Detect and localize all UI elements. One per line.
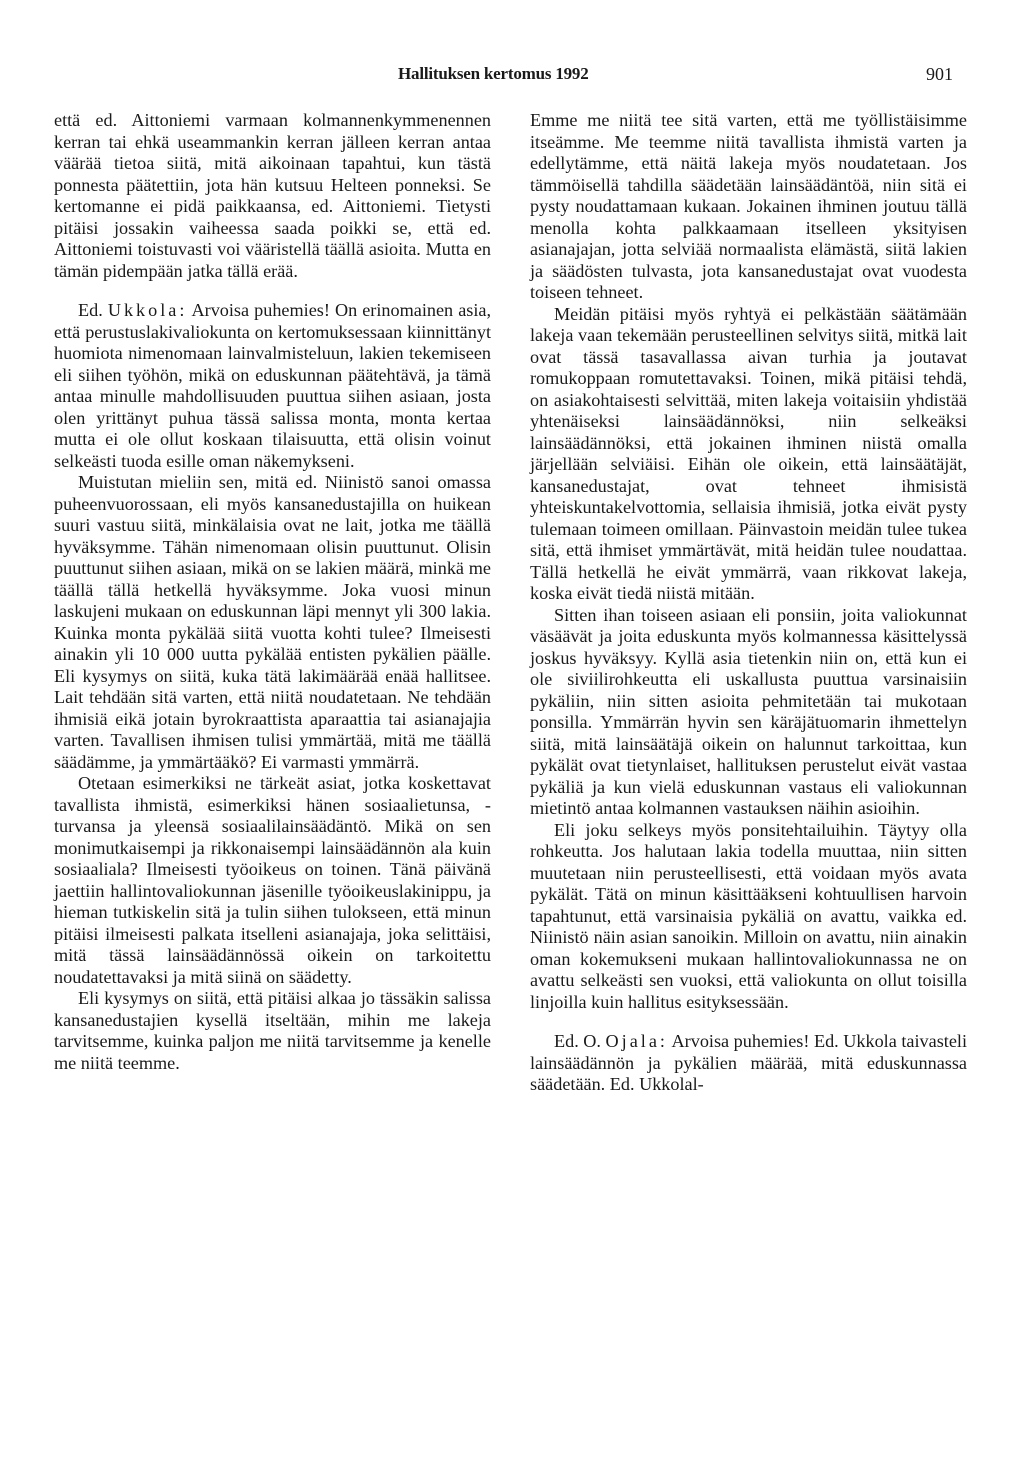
speaker-name: Ukkola: [107,300,188,320]
paragraph: Emme me niitä tee sitä varten, että me työllistäisimme itseämme. Me teemme niitä tavallista ihmistä varten ja edellytämme, että näitä lakeja myös noudatetaan. Jos tämmöisellä tahdilla säädetään lainsäädäntöä, niin sitä ei pysty noudattamaan kukaan. Jokainen ihminen joutuu tällä menolla kohta palkkaamaan itselleen yksityisen asianajajan, jotta selviää normaalista elämästä, siitä lakien ja säädösten tulvasta, jota kansanedustajat ovat vuodesta toiseen tehneet. [530,110,967,302]
speaker-prefix: Ed. [78,300,103,320]
speaker-name: Ojala: [605,1031,668,1051]
paragraph: että ed. Aittoniemi varmaan kolmannenkymmenennen kerran tai ehkä useammankin kerran jälleen kerran antaa väärää tietoa siitä, mitä aikoinaan tapahtui, kun tästä ponnesta päätettiin, jota hän kutsuu Helteen ponneksi. Se kertomanne ei pidä paikkaansa, ed. Aittoniemi. Tietysti pitäisi jossakin vaiheessa saada poikki se, että ed. Aittoniemi toistuvasti voi vääristellä täällä asioita. Mutta en tämän pidempään jatka tällä erää. [54,110,491,281]
speech-text: Arvoisa puhemies! Ed. Ukkola taivasteli lainsäädännön ja pykälien määrää, mitä eduskunnassa säädetään. Ed. Ukkolal- [530,1031,968,1094]
speaker-prefix: Ed. O. [554,1031,601,1051]
paragraph: Sitten ihan toiseen asiaan eli ponsiin, joita valiokunnat väsäävät ja joita eduskunta myös kolmannessa käsittelyssä joskus hyväksyy. Kyllä asia tietenkin niin on, että kun ei ole siviilirohkeutta eli uskallusta puuttua varsinaisiin pykäliin, niin sitten asioita pehmitetään tai mukotaan ponsilla. Ymmärrän hyvin sen käräjätuomarin ihmettelyn siitä, mitä lainsäätäjä oikein on halunnut tarkoittaa, kun pykälät ovat tietynlaiset, hallituksen perustelut eivät vastaa pykäliä ja kun vielä eduskunnan vastaus eli valiokunnan mietintö antaa kolmannen vastauksen näihin asioihin. [530,604,967,818]
paragraph: Meidän pitäisi myös ryhtyä ei pelkästään säätämään lakeja vaan tekemään perusteellinen selvitys siitä, mitkä lait ovat tässä tasavallassa aivan turhia ja joutavat romukoppaan romutettavaksi. Toinen, mikä pitäisi tehdä, on asiakohtaisesti selvittää, miten lakeja voitaisiin yhdistää yhtenäiseksi lainsäädännöksi, niin selkeäksi lainsäädännöksi, että jokainen ihminen niistä omalla järjellään selviäisi. Eihän ole oikein, että lainsäätäjät, kansanedustajat, ovat tehneet ihmisistä yhteiskuntakelvottomia, sellaisia ihmisiä, jotka eivät pysty tulemaan toimeen omillaan. Päinvastoin meidän tulee tukea sitä, että ihmiset ymmärtävät, mitä heidän tulee noudattaa. Tällä hetkellä he eivät ymmärrä, vaan rikkovat lakeja, koska eivät tiedä niistä mitään. [530,303,967,603]
page-header [0,64,1024,94]
page-number: 901 [926,64,953,84]
paragraph: Eli joku selkeys myös ponsitehtailuihin. Täytyy olla rohkeutta. Jos halutaan lakia todella muuttaa, niin sitten muutetaan niin perusteellisesti, että voidaan myös avata pykälät. Tätä on minun käsittääkseni kohtuullisen harvoin tapahtunut, että varsinaisia pykäliä on avattu, vaikka ed. Niinistö näin asian sanoikin. Milloin on avattu, niin ainakin oman kokemukseni mukaan hallintovaliokunnassa ne on avattu selkeästi sen vuoksi, että valiokunta on ollut toisilla linjoilla kuin hallitus esityksessään. [530,819,967,1012]
speech-opening-paragraph [530,1031,967,1096]
left-column [54,110,491,1074]
running-title: Hallituksen kertomus 1992 [398,64,589,83]
speech-opening-paragraph [54,300,491,472]
paragraph: Eli kysymys on siitä, että pitäisi alkaa jo tässäkin salissa kansanedustajien kysellä itseltään, mihin me lakeja tarvitsemme, kuinka paljon me niitä tarvitsemme ja kenelle me niitä teemme. [54,988,491,1073]
right-column [530,110,967,1096]
speech-text: Arvoisa puhemies! On erinomainen asia, että perustuslakivaliokunta on kertomuksessaan kiinnittänyt huomiota nimenomaan lainvalmisteluun, lakien tekemiseen eli siihen työhön, mikä on eduskunnan päätehtävä, ja tämä antaa minulle mahdollisuuden puuttua siihen asiaan, josta olen yrittänyt puhua tässä salissa monta, monta kertaa mutta ei ole ollut koskaan tilaisuutta, että olisin voinut selkeästi tuoda esille oman näkemykseni. [54,300,492,471]
paragraph: Muistutan mieliin sen, mitä ed. Niinistö sanoi omassa puheenvuorossaan, eli myös kansanedustajilla on huikean suuri vastuu siitä, minkälaisia ovat ne lait, jotka me täällä hyväksymme. Tähän nimenomaan olisin puuttunut. Olisin puuttunut siihen asiaan, mikä on se lakien määrä, minkä me täällä tällä hetkellä hyväksymme. Joka vuosi minun laskujeni mukaan on eduskunnan läpi mennyt yli 300 lakia. Kuinka monta pykälää siitä vuotta kohti tulee? Ilmeisesti ainakin yli 10 000 uutta pykälää entisten pykälien päälle. Eli kysymys on siitä, kuka tätä lakimäärää enää hallitsee. Lait tehdään sitä varten, että niitä noudatetaan. Ne tehdään ihmisiä eikä jotain byrokraattista aparaattia tai asianajajia varten. Tavallisen ihmisen tulisi ymmärtää, mitä me täällä säädämme, ja ymmärtääkö? Ei varmasti ymmärrä. [54,472,491,772]
paragraph: Otetaan esimerkiksi ne tärkeät asiat, jotka koskettavat tavallista ihmistä, esimerkiksi hänen sosiaalietunsa, -turvansa ja yleensä sosiaalilainsäädäntö. Mikä on sen monimutkaisempi ja rikkonaisempi lainsäädännön ala kuin sosiaaliala? Ilmeisesti työoikeus on toinen. Tänä päivänä jaettiin hallintovaliokunnan jäsenille työoikeuslakinippu, ja hieman tutkiskelin sitä ja tulin siihen tulokseen, että minun pitäisi ilmeisesti palkata itselleni asianajaja, joka selittäisi, mitä tässä lainsäädännössä oikein on tarkoitettu noudatettavaksi ja mitä siinä on säädetty. [54,773,491,987]
